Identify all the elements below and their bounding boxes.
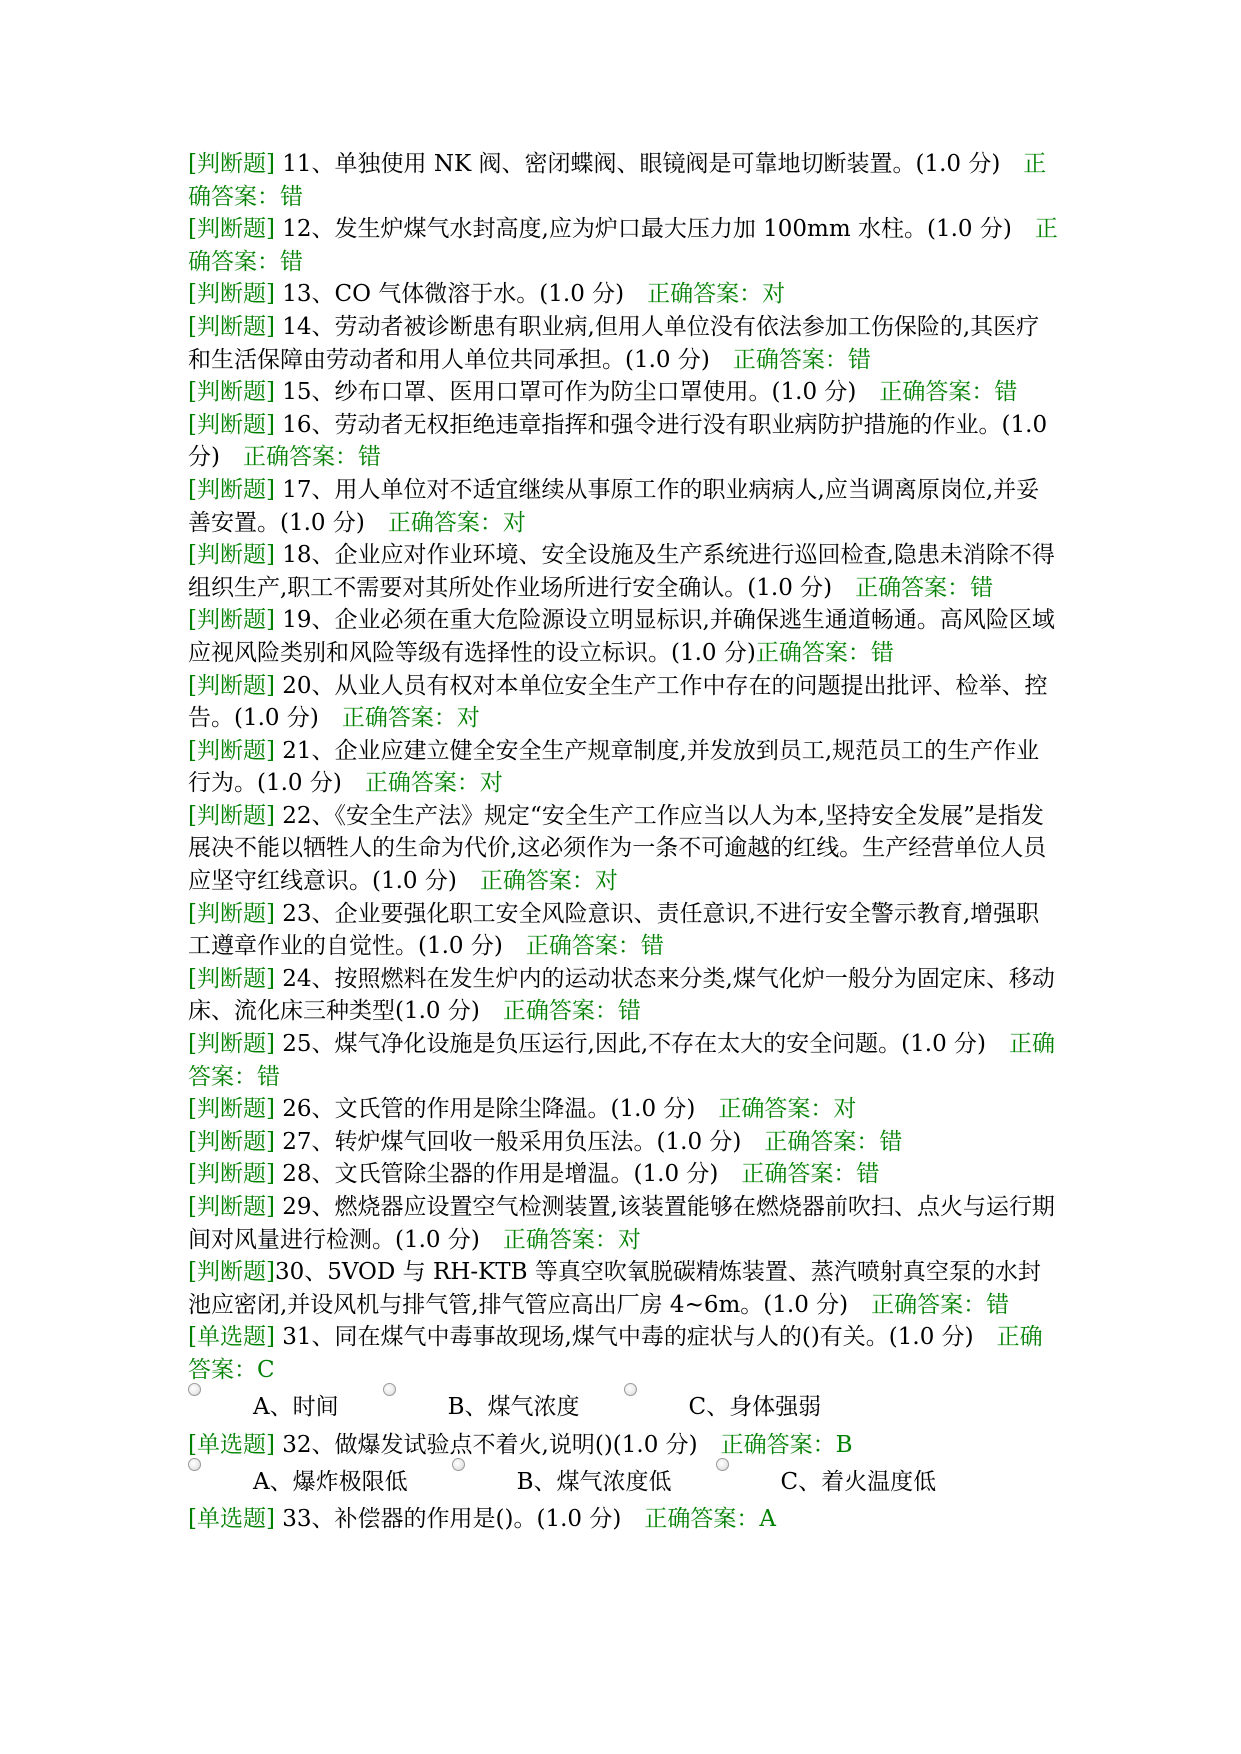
question-type-tag: [判断题] — [188, 1259, 275, 1286]
option-label: B、煤气浓度低 — [516, 1468, 672, 1495]
correct-answer: 正确答案：C — [188, 1324, 1043, 1383]
question-item — [188, 1256, 1058, 1321]
question-text: 14、劳动者被诊断患有职业病,但用人单位没有依法参加工伤保险的,其医疗和生活保障由劳动者和用人单位共同承担。(1.0 分) — [188, 313, 1040, 373]
question-item — [188, 604, 1058, 669]
question-text: 12、发生炉煤气水封高度,应为炉口最大压力加 100mm 水柱。(1.0 分) — [274, 216, 1035, 243]
correct-answer: 正确答案：错 — [855, 574, 994, 601]
question-item — [188, 1429, 1058, 1462]
question-text: 11、单独使用 NK 阀、密闭蝶阀、眼镜阀是可靠地切断装置。(1.0 分) — [274, 151, 1024, 177]
question-item — [188, 898, 1058, 963]
correct-answer: 正确答案：B — [720, 1431, 853, 1458]
answer-option[interactable] — [188, 1391, 383, 1424]
correct-answer: 正确答案：错 — [502, 998, 641, 1025]
option-label: A、爆炸极限低 — [253, 1468, 408, 1495]
question-text: 22、《安全生产法》规定“安全生产工作应当以人为本,坚持安全发展”是指发展决不能以牺牲人的生命为代价,这必须作为一条不可逾越的红线。生产经营单位人员应坚守红线意识。(1.0 分) — [188, 802, 1047, 895]
correct-answer: 正确答案：错 — [871, 1291, 1010, 1318]
question-item — [188, 1321, 1058, 1386]
question-item — [188, 1503, 1058, 1536]
radio-button-icon[interactable] — [624, 1383, 637, 1396]
question-item — [188, 800, 1058, 898]
question-item — [188, 376, 1058, 409]
correct-answer: 正确答案：对 — [647, 281, 786, 308]
answer-option[interactable] — [188, 1466, 452, 1499]
question-type-tag: [判断题] — [188, 802, 275, 829]
question-item — [188, 735, 1058, 800]
question-type-tag: [判断题] — [188, 411, 275, 438]
question-type-tag: [判断题] — [188, 965, 275, 992]
question-item — [188, 1028, 1058, 1093]
question-text: 33、补偿器的作用是()。(1.0 分) — [274, 1506, 645, 1533]
correct-answer: 正确答案：对 — [479, 868, 618, 895]
question-text: 13、CO 气体微溶于水。(1.0 分) — [274, 281, 648, 308]
radio-button-icon[interactable] — [716, 1458, 729, 1471]
question-item — [188, 1126, 1058, 1159]
question-type-tag: [判断题] — [188, 1128, 275, 1155]
question-item — [188, 670, 1058, 735]
question-text: 31、同在煤气中毒事故现场,煤气中毒的症状与人的()有关。(1.0 分) — [274, 1324, 997, 1351]
radio-button-icon[interactable] — [188, 1458, 201, 1471]
question-type-tag: [判断题] — [188, 1096, 275, 1123]
question-type-tag: [单选题] — [188, 1431, 275, 1458]
answer-option[interactable] — [624, 1391, 828, 1424]
question-text: 30、5VOD 与 RH-KTB 等真空吹氧脱碳精炼装置、蒸汽喷射真空泵的水封池应密闭,并设风机与排气管,排气管应高出厂房 4~6m。(1.0 分) — [188, 1259, 1041, 1318]
option-label: C、身体强弱 — [688, 1394, 822, 1421]
question-item — [188, 278, 1058, 311]
question-type-tag: [判断题] — [188, 900, 275, 927]
question-text: 24、按照燃料在发生炉内的运动状态来分类,煤气化炉一般分为固定床、移动床、流化床三种类型(1.0 分) — [188, 965, 1055, 1025]
question-type-tag: [单选题] — [188, 1324, 275, 1351]
option-label: A、时间 — [253, 1394, 339, 1421]
question-text: 25、煤气净化设施是负压运行,因此,不存在太大的安全问题。(1.0 分) — [274, 1031, 1009, 1058]
question-text: 27、转炉煤气回收一般采用负压法。(1.0 分) — [274, 1128, 765, 1155]
question-type-tag: [判断题] — [188, 737, 275, 764]
question-item — [188, 1191, 1058, 1256]
correct-answer: 正确答案：错 — [741, 1161, 880, 1188]
question-item — [188, 539, 1058, 604]
correct-answer: 正确答案：对 — [341, 705, 480, 732]
question-type-tag: [判断题] — [188, 607, 275, 634]
radio-button-icon[interactable] — [383, 1383, 396, 1396]
option-row — [188, 1387, 1058, 1429]
question-type-tag: [判断题] — [188, 216, 275, 243]
document-page — [188, 148, 1058, 1536]
question-type-tag: [判断题] — [188, 1194, 275, 1220]
option-label: B、煤气浓度 — [447, 1394, 580, 1421]
question-item — [188, 409, 1058, 474]
question-text: 21、企业应建立健全安全生产规章制度,并发放到员工,规范员工的生产作业行为。(1.0 分) — [188, 737, 1040, 797]
option-label: C、着火温度低 — [780, 1468, 937, 1495]
question-type-tag: [判断题] — [188, 151, 275, 177]
correct-answer: 正确答案：错 — [764, 1128, 903, 1155]
correct-answer: 正确答案：错 — [188, 151, 1047, 210]
question-type-tag: [判断题] — [188, 1161, 275, 1188]
question-text: 23、企业要强化职工安全风险意识、责任意识,不进行安全警示教育,增强职工遵章作业的自觉性。(1.0 分) — [188, 900, 1040, 960]
question-type-tag: [判断题] — [188, 281, 275, 308]
radio-button-icon[interactable] — [188, 1383, 201, 1396]
question-text: 32、做爆发试验点不着火,说明()(1.0 分) — [274, 1431, 721, 1458]
question-text: 29、燃烧器应设置空气检测装置,该装置能够在燃烧器前吹扫、点火与运行期间对风量进行检测。(1.0 分) — [188, 1194, 1055, 1253]
correct-answer: 正确答案：错 — [732, 346, 871, 373]
correct-answer: 正确答案：错 — [188, 1031, 1055, 1090]
question-text: 16、劳动者无权拒绝违章指挥和强令进行没有职业病防护措施的作业。(1.0 分) — [188, 411, 1048, 471]
correct-answer: 正确答案：错 — [188, 216, 1058, 275]
question-text: 17、用人单位对不适宜继续从事原工作的职业病病人,应当调离原岗位,并妥善安置。(1.0 分) — [188, 476, 1040, 536]
question-type-tag: [判断题] — [188, 542, 275, 569]
correct-answer: 正确答案：错 — [879, 379, 1018, 406]
question-type-tag: [判断题] — [188, 476, 275, 503]
question-type-tag: [判断题] — [188, 672, 275, 699]
question-item — [188, 213, 1058, 278]
question-item — [188, 311, 1058, 376]
correct-answer: 正确答案：A — [644, 1506, 776, 1533]
correct-answer: 正确答案：错 — [242, 444, 381, 471]
correct-answer: 正确答案：对 — [364, 770, 503, 797]
question-type-tag: [判断题] — [188, 313, 275, 340]
question-item — [188, 474, 1058, 539]
question-text: 18、企业应对作业环境、安全设施及生产系统进行巡回检查,隐患未消除不得组织生产,职工不需要对其所处作业场所进行安全确认。(1.0 分) — [188, 542, 1055, 601]
correct-answer: 正确答案：对 — [718, 1096, 857, 1123]
correct-answer: 正确答案：错 — [525, 933, 664, 960]
question-type-tag: [单选题] — [188, 1506, 275, 1533]
radio-button-icon[interactable] — [452, 1458, 465, 1471]
question-text: 15、纱布口罩、医用口罩可作为防尘口罩使用。(1.0 分) — [274, 379, 880, 406]
question-item — [188, 963, 1058, 1028]
question-type-tag: [判断题] — [188, 1031, 275, 1058]
answer-option[interactable] — [716, 1466, 943, 1499]
question-text: 28、文氏管除尘器的作用是增温。(1.0 分) — [274, 1161, 742, 1188]
question-item — [188, 148, 1058, 213]
answer-option[interactable] — [452, 1466, 716, 1499]
correct-answer: 正确答案：对 — [387, 509, 526, 536]
correct-answer: 正确答案：错 — [755, 639, 894, 666]
question-text: 20、从业人员有权对本单位安全生产工作中存在的问题提出批评、检举、控告。(1.0 分) — [188, 672, 1048, 732]
question-item — [188, 1158, 1058, 1191]
correct-answer: 正确答案：对 — [502, 1226, 641, 1253]
answer-option[interactable] — [383, 1391, 624, 1424]
question-text: 19、企业必须在重大危险源设立明显标识,并确保逃生通道畅通。高风险区域应视风险类别和风险等级有选择性的设立标识。(1.0 分) — [188, 607, 1055, 666]
option-row — [188, 1461, 1058, 1503]
question-text: 26、文氏管的作用是除尘降温。(1.0 分) — [274, 1096, 719, 1123]
question-item — [188, 1093, 1058, 1126]
question-type-tag: [判断题] — [188, 379, 275, 406]
